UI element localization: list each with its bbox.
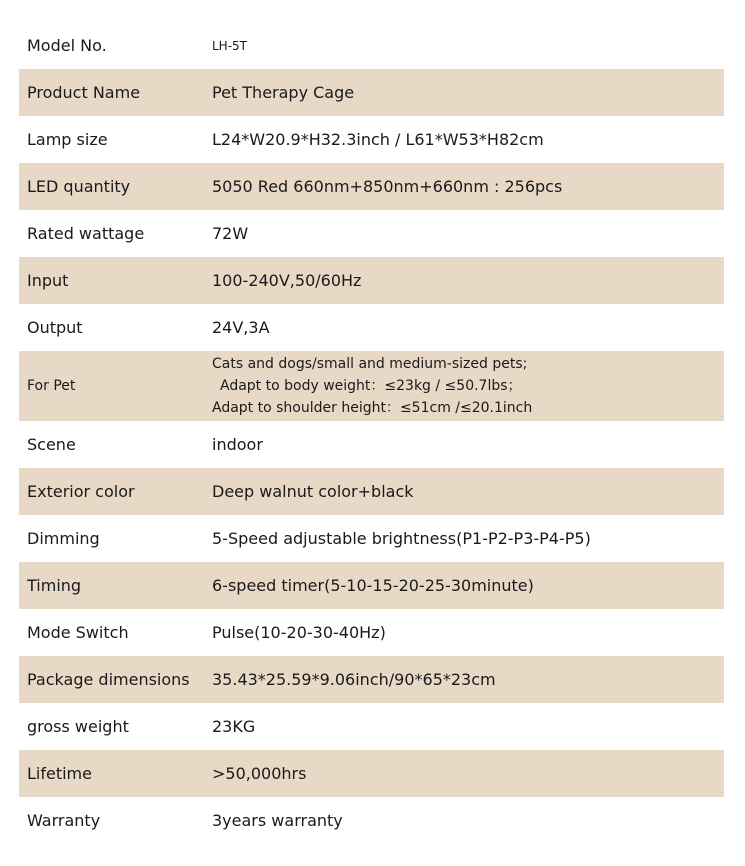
spec-label: Lifetime: [27, 764, 92, 783]
spec-row-timing: [19, 562, 724, 609]
spec-value: Pulse(10-20-30-40Hz): [212, 623, 386, 642]
spec-label: Warranty: [27, 811, 101, 830]
spec-row-for-pet: [19, 351, 724, 421]
spec-value: 3years warranty: [212, 811, 343, 830]
spec-table: [19, 22, 724, 844]
spec-label: For Pet: [27, 378, 76, 394]
spec-value: 100-240V,50/60Hz: [212, 271, 362, 290]
spec-value-line: Adapt to body weight：≤23kg / ≤50.7lbs；: [220, 378, 522, 394]
spec-value-multiline: [203, 353, 724, 419]
spec-label: Package dimensions: [27, 670, 190, 689]
spec-row-led-quantity: [19, 163, 724, 210]
spec-value: LH-5T: [212, 38, 248, 53]
spec-value: 6-speed timer(5-10-15-20-25-30minute): [212, 576, 534, 595]
spec-value: 5050 Red 660nm+850nm+660nm : 256pcs: [212, 177, 563, 196]
spec-label: Output: [27, 318, 83, 337]
spec-row-lamp-size: [19, 116, 724, 163]
spec-row-input: [19, 257, 724, 304]
spec-row-product-name: [19, 69, 724, 116]
spec-label: Timing: [27, 576, 82, 595]
spec-row-mode-switch: [19, 609, 724, 656]
spec-row-gross-weight: [19, 703, 724, 750]
spec-value: 23KG: [212, 717, 256, 736]
spec-value: L24*W20.9*H32.3inch / L61*W53*H82cm: [212, 130, 544, 149]
spec-value: 72W: [212, 224, 249, 243]
spec-row-scene: [19, 421, 724, 468]
spec-row-model-no: [19, 22, 724, 69]
spec-value: >50,000hrs: [212, 764, 307, 783]
spec-label: Input: [27, 271, 69, 290]
spec-row-output: [19, 304, 724, 351]
spec-label: LED quantity: [27, 177, 131, 196]
spec-label: Model No.: [27, 36, 107, 55]
spec-label: Mode Switch: [27, 623, 129, 642]
spec-label: gross weight: [27, 717, 129, 736]
spec-value: Deep walnut color+black: [212, 482, 414, 501]
spec-label: Product Name: [27, 83, 141, 102]
spec-row-dimming: [19, 515, 724, 562]
spec-value: 5-Speed adjustable brightness(P1-P2-P3-P4-P5): [212, 529, 591, 548]
spec-value: Pet Therapy Cage: [212, 83, 355, 102]
spec-label: Lamp size: [27, 130, 108, 149]
spec-row-package-dimensions: [19, 656, 724, 703]
spec-row-lifetime: [19, 750, 724, 797]
spec-value-line: Cats and dogs/small and medium-sized pets;: [212, 356, 528, 372]
spec-value: 35.43*25.59*9.06inch/90*65*23cm: [212, 670, 496, 689]
spec-label: Exterior color: [27, 482, 135, 501]
spec-label: Rated wattage: [27, 224, 145, 243]
spec-label: Dimming: [27, 529, 100, 548]
spec-row-rated-wattage: [19, 210, 724, 257]
spec-label: Scene: [27, 435, 76, 454]
spec-row-exterior-color: [19, 468, 724, 515]
spec-row-warranty: [19, 797, 724, 844]
spec-value: 24V,3A: [212, 318, 270, 337]
spec-value-line: Adapt to shoulder height：≤51cm /≤20.1inch: [212, 400, 533, 416]
spec-value: indoor: [212, 435, 263, 454]
